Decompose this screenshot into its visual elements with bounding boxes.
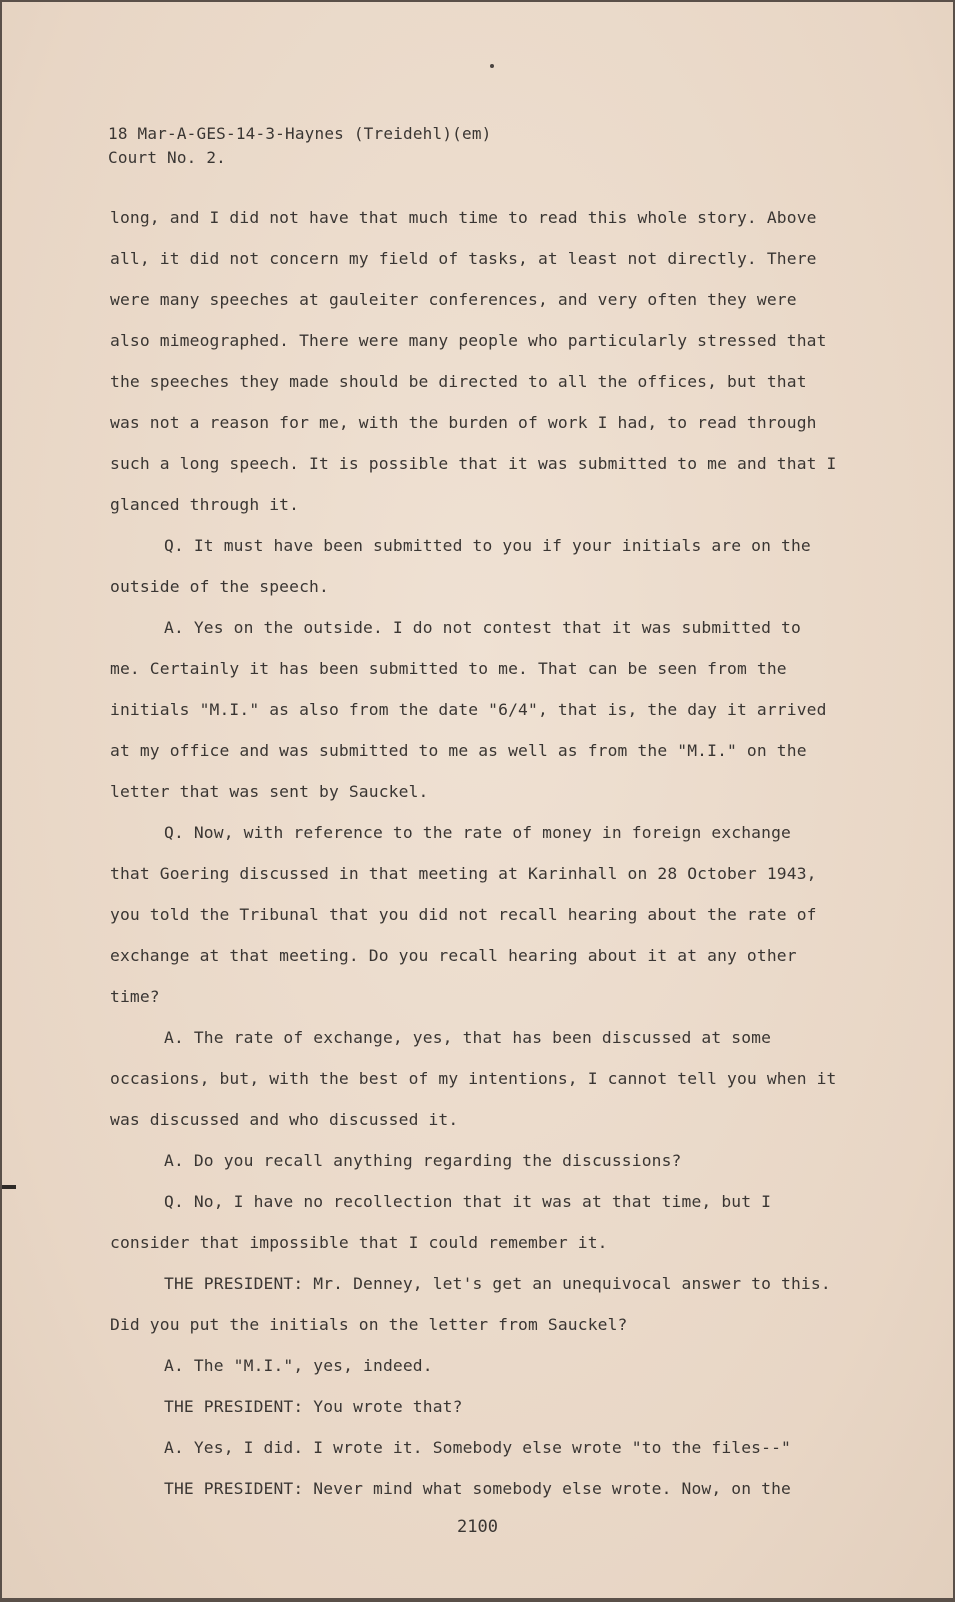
paragraph-continuation: long, and I did not have that much time to read this whole story. Above all, it did not concern my field of tasks, at least not directly. There were many speeches at gauleiter conferences, and very often they were also mimeographed. There were many people who particularly stressed that the speeches they made should be directed to all the offices, but that was not a reason for me, with the burden of work I had, to read through such a long speech. It is possible that it was submitted to me and that I glanced through it. [110,208,837,514]
paragraph-president: THE PRESIDENT: Mr. Denney, let's get an unequivocal answer to this. Did you put the initials on the letter from Sauckel? [110,1274,831,1334]
transcript-body [110,197,840,1509]
paragraph-answer: A. The "M.I.", yes, indeed. [164,1356,433,1375]
header-court-line: Court No. 2. [108,148,226,167]
paragraph-question: Q. Now, with reference to the rate of money in foreign exchange that Goering discussed in that meeting at Karinhall on 28 October 1943, you told the Tribunal that you did not recall hearing about the rate of exchange at that meeting. Do you recall hearing about it at any other time? [110,823,817,1006]
paragraph-president: THE PRESIDENT: Never mind what somebody else wrote. Now, on the [164,1479,791,1498]
document-page [2,2,953,1598]
paragraph-answer: A. Yes, I did. I wrote it. Somebody else wrote "to the files--" [164,1438,791,1457]
paragraph-answer: Q. No, I have no recollection that it was at that time, but I consider that impossible that I could remember it. [110,1192,772,1252]
document-header [108,122,491,170]
edge-mark [2,1185,16,1189]
paragraph-answer: A. Yes on the outside. I do not contest that it was submitted to me. Certainly it has been submitted to me. That can be seen from the initials "M.I." as also from the date "6/4", that is, the day it arrived at my office and was submitted to me as well as from the "M.I." on the letter that was sent by Sauckel. [110,618,827,801]
paper-speck [490,64,494,68]
page-number: 2100 [457,1517,498,1537]
paragraph-president: THE PRESIDENT: You wrote that? [164,1397,463,1416]
paragraph-question: A. Do you recall anything regarding the discussions? [164,1151,682,1170]
paragraph-answer: A. The rate of exchange, yes, that has been discussed at some occasions, but, with the best of my intentions, I cannot tell you when it was discussed and who discussed it. [110,1028,837,1129]
paragraph-question: Q. It must have been submitted to you if your initials are on the outside of the speech. [110,536,811,596]
header-reference-line: 18 Mar-A-GES-14-3-Haynes (Treidehl)(em) [108,124,492,143]
